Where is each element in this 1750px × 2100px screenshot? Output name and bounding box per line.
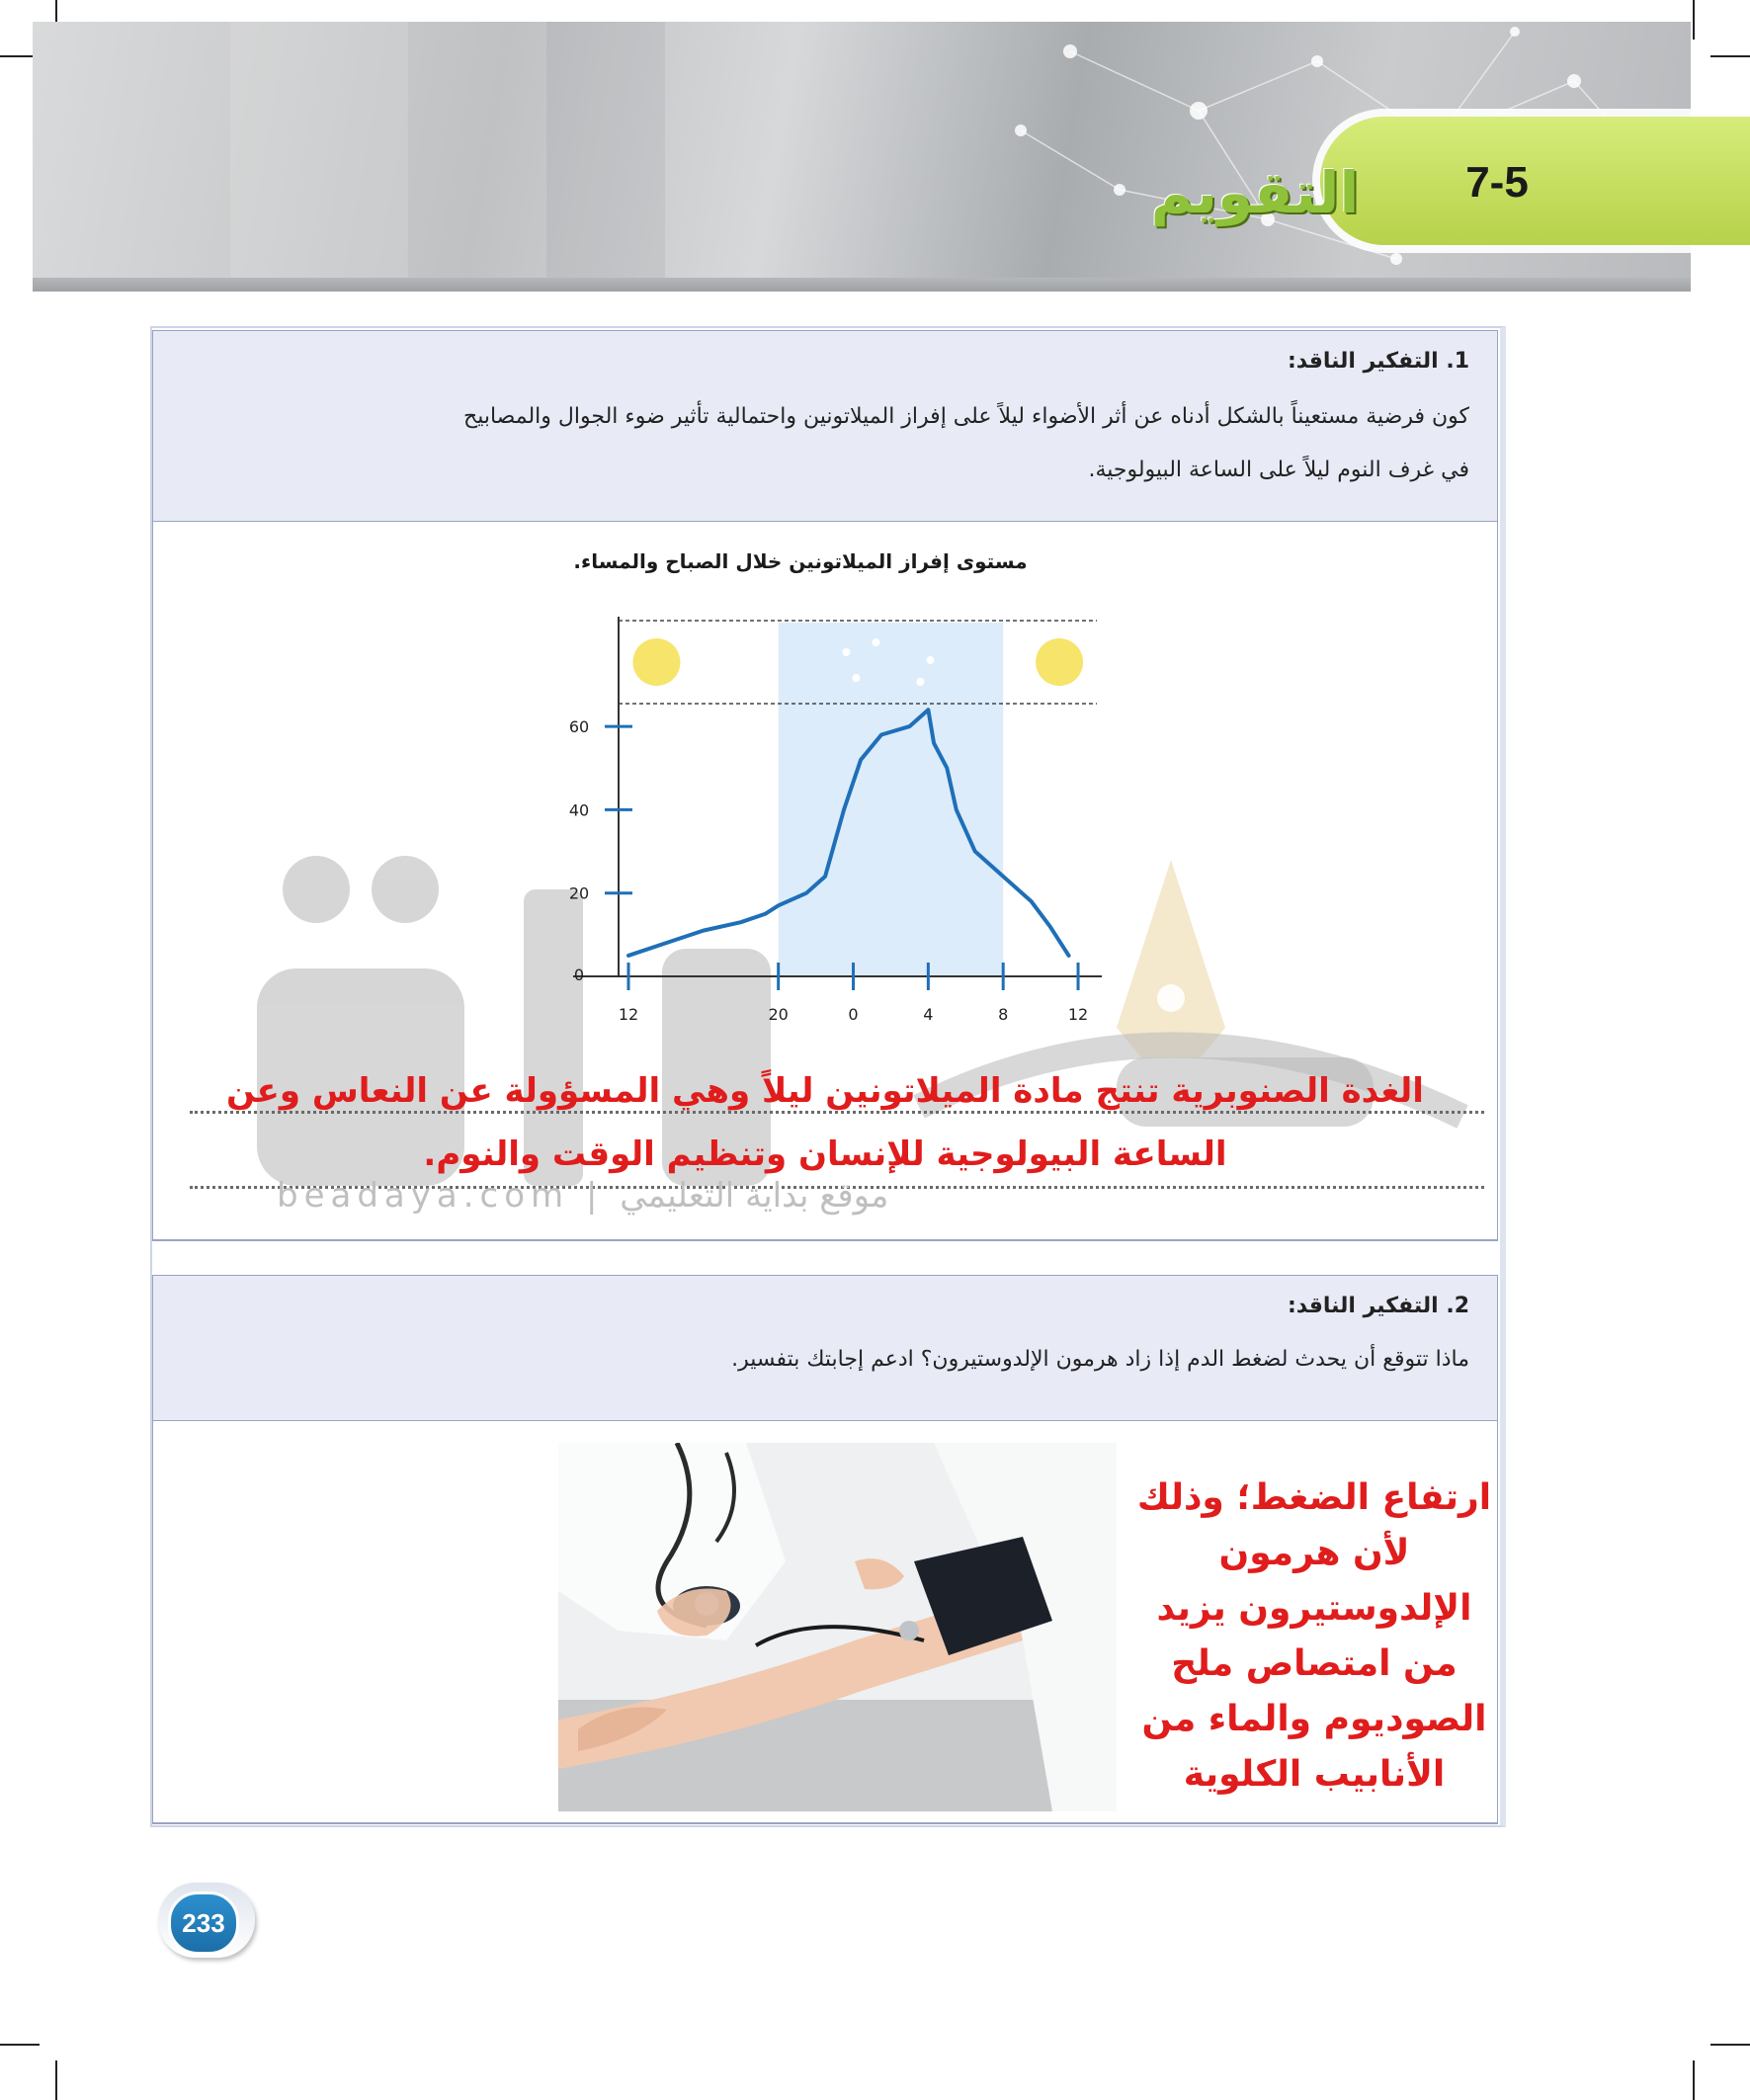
question-2-box: [152, 1275, 1498, 1421]
answer-1-line: الغدة الصنوبرية تنتج مادة الميلاتونين ليلاً وهي المسؤولة عن النعاس وعن: [226, 1071, 1424, 1111]
answer-2-line: الصوديوم والماء من: [1141, 1699, 1487, 1739]
x-tick-label: 20: [768, 1005, 789, 1024]
answer-1-line: الساعة البيولوجية للإنسان وتنظيم الوقت والنوم.: [423, 1134, 1227, 1174]
answer-2-line: ارتفاع الضغط؛ وذلك: [1136, 1477, 1492, 1518]
question-2-heading: 2. التفكير الناقد:: [1287, 1294, 1469, 1318]
section-number: 7-5: [1465, 158, 1529, 207]
question-1-line: كون فرضية مستعيناً بالشكل أدناه عن أثر الأضواء ليلاً على إفراز الميلاتونين واحتمالية تأثير ضوء الجوال والمصابيح: [463, 404, 1469, 429]
sun-icon: [632, 638, 680, 686]
x-tick-label: 4: [923, 1005, 934, 1024]
sun-icon: [1036, 638, 1083, 686]
crop-mark: [0, 2044, 40, 2046]
question-2-line: ماذا تتوقع أن يحدث لضغط الدم إذا زاد هرمون الإلدوستيرون؟ ادعم إجابتك بتفسير.: [731, 1347, 1469, 1372]
answer-2-line: الإلدوستيرون يزيد: [1156, 1588, 1472, 1629]
page-number: 233: [168, 1891, 239, 1955]
star-icon: [852, 674, 860, 682]
question-1-heading: 1. التفكير الناقد:: [1287, 349, 1469, 374]
answer-1-text: [203, 1059, 1448, 1186]
question-1-box: [152, 330, 1498, 522]
answer-2-line: لأن هرمون: [1218, 1533, 1410, 1573]
star-icon: [916, 678, 924, 686]
star-icon: [872, 638, 879, 646]
question-1-line: في غرف النوم ليلاً على الساعة البيولوجية.: [1088, 458, 1469, 482]
y-tick-label: 20: [568, 883, 590, 903]
x-tick-label: 12: [618, 1005, 639, 1024]
chart-title: مستوى إفراز الميلاتونين خلال الصباح والمساء.: [573, 549, 1028, 573]
blood-pressure-illustration: [558, 1443, 1117, 1811]
banner-bottom-edge: [33, 278, 1691, 292]
crop-mark: [1693, 2060, 1695, 2100]
answer-2-line: من امتصاص ملح: [1171, 1643, 1458, 1684]
star-icon: [842, 648, 850, 656]
crop-mark: [1693, 0, 1695, 40]
answer-2-line: الأنابيب الكلوية: [1183, 1754, 1446, 1795]
x-tick-label: 8: [998, 1005, 1009, 1024]
star-icon: [926, 656, 934, 664]
y-tick-label: 60: [568, 717, 590, 737]
melatonin-chart: [534, 593, 1126, 1038]
watermark-site: beadaya.com | موقع بداية التعليمي: [277, 1176, 889, 1216]
answer-2-text: [1136, 1470, 1492, 1803]
y-tick-label: 40: [568, 800, 590, 820]
crop-mark: [55, 2060, 57, 2100]
night-band: [779, 623, 1004, 976]
x-tick-label: 0: [848, 1005, 859, 1024]
crop-mark: [1710, 2044, 1750, 2046]
crop-mark: [1710, 55, 1750, 57]
x-tick-label: 12: [1067, 1005, 1089, 1024]
dotted-line: [190, 1111, 1484, 1114]
section-title: التقويم: [1150, 159, 1360, 226]
y-tick-label: 0: [573, 966, 585, 984]
blood-pressure-photo: [558, 1443, 1117, 1811]
